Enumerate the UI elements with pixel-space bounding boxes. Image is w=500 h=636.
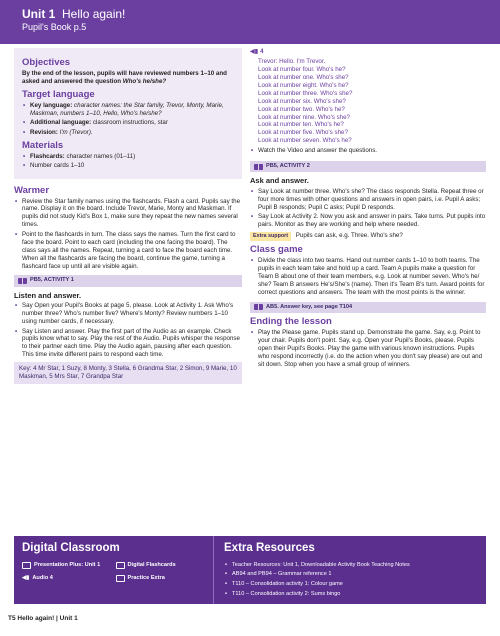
class-game-list (250, 257, 486, 297)
ending-heading: Ending the lesson (250, 315, 332, 327)
objectives-panel (14, 48, 242, 179)
item-text: Number cards 1–10 (30, 162, 85, 170)
digital-flashcards-icon (116, 562, 125, 569)
digital-classroom-grid (22, 562, 205, 582)
resources-footer (14, 536, 486, 604)
activity1-heading: Listen and answer. (14, 290, 82, 300)
presentation-plus-icon (22, 562, 31, 569)
transcript-line: Look at number four. Who's he? (258, 65, 346, 73)
answer-key-box: Key: 4 Mr Star, 1 Suzy, 8 Monty, 3 Stella, 6 Grandma Star, 2 Simon, 9 Marie, 10 Maskman, 5 Mrs Star, 7 Grandpa Star (14, 362, 242, 384)
list-item: • Play the Please game. Pupils stand up. Demonstrate the game. Say, e.g. Point to your chair. Pupils don't point. Say, e.g. Open your Pupil's Books, please. Pupils open their Pupil's Books. Play the game with various known instructions. Pupils who respond incorrectly (i.e. do the action when you don't say please) are out and sit down. Stop when you have a small group of winners. (250, 329, 486, 369)
class-game-heading: Class game (250, 244, 303, 256)
book-icon (254, 164, 263, 170)
list-item: • Teacher Resources: Unit 1, Downloadable Activity Book Teaching Notes (224, 562, 476, 569)
activity1-bar (14, 275, 242, 286)
list-item (22, 153, 234, 161)
list-item: • Divide the class into two teams. Hand out number cards 1–10 to both teams. The pupils in each team take and hold up a card. Team A pupils make a question for Team B about one of their team members, e.g. Look at number seven. Who's he/ she? Team B answers He's/She's (name). Then it's Team B's turn. Award points for correct questions and answers. The team with the most points is the winner. (250, 257, 486, 297)
objectives-question: Who's he/she? (122, 77, 167, 85)
warmer-list (14, 198, 242, 271)
activity1-list (14, 302, 242, 359)
item-text: character names (01–11) (66, 152, 136, 160)
video-note-list (250, 147, 486, 155)
item-text: character names: the Star family, Trevor, Monty, Marie, Maskman, numbers 1–10, Hello, Who's he/she? (30, 101, 224, 117)
list-item: • Say Open your Pupil's Books at page 5, please. Look at Activity 1. Ask Who's number three? Who's number five? Where's Monty? Review numbers 1–10 using number cards, if necessary. (14, 302, 242, 326)
audio-icon: ◀▮ (250, 48, 259, 55)
unit-label: Unit 1 (22, 7, 56, 21)
item-label: Revision: (30, 128, 58, 136)
list-item (22, 129, 234, 137)
transcript-line: Look at number one. Who's she? (258, 73, 349, 81)
activity1-bar-label: PB5, ACTIVITY 1 (30, 277, 74, 284)
page-header (0, 0, 500, 44)
list-item: • T110 – Consolidation activity 1: Colour game (224, 581, 476, 588)
header-subtitle: Pupil's Book p.5 (22, 22, 87, 32)
transcript-line: Look at number eight. Who's he? (258, 81, 349, 89)
transcript-line: Look at number two. Who's he? (258, 105, 345, 113)
activity2-bar (250, 161, 486, 172)
list-item: • AB94 and PB94 – Grammar reference 1 (224, 571, 476, 578)
digital-item-label: Audio 4 (32, 574, 53, 581)
activity-book-bar-label: AB5. Answer key, see page T104 (266, 303, 353, 310)
digital-item-label: Practice Extra (127, 574, 165, 581)
list-item (22, 102, 234, 118)
unit-title: Hello again! (62, 7, 126, 21)
book-icon (254, 304, 263, 310)
transcript-line: Look at number ten. Who's he? (258, 121, 344, 129)
transcript-line: Look at number seven. Who's he? (258, 137, 352, 145)
item-text: I'm (Trevor). (59, 128, 93, 136)
list-item (22, 162, 234, 170)
list-item: • Say Listen and answer. Play the first part of the Audio as an example. Check pupils know what to say. Play the rest of the Audio. Pupils whisper the response to their partner each time. Play the Audio again, pausing after each question. This time invite different pairs to respond each time. (14, 328, 242, 360)
right-column (250, 48, 486, 370)
digital-classroom-panel (14, 536, 214, 604)
item-text: classroom instructions, star (92, 119, 168, 127)
video-note: • Watch the Video and answer the questions. (250, 147, 486, 155)
audio-track-label (250, 48, 486, 56)
item-label: Flashcards: (30, 152, 65, 160)
materials-list (22, 153, 234, 170)
extra-resources-heading: Extra Resources (224, 542, 315, 554)
extra-support-text: Pupils can ask, e.g. Three. Who's she? (295, 232, 403, 240)
digital-item-presentation[interactable] (22, 562, 112, 569)
activity2-heading: Ask and answer. (250, 176, 309, 186)
page-footer: T5 Hello again! | Unit 1 (8, 615, 78, 622)
audio-transcript (250, 58, 486, 145)
materials-heading: Materials (22, 139, 64, 151)
digital-classroom-heading: Digital Classroom (22, 542, 120, 554)
list-item: • Say Look at Activity 2. Now you ask and answer in pairs. Take turns. Put pupils into pairs. Monitor as they are working and help where needed. (250, 213, 486, 229)
extra-resources-panel (214, 536, 486, 604)
list-item: • T110 – Consolidation activity 2: Sums bingo (224, 591, 476, 598)
objectives-text-main: By the end of the lesson, pupils will have reviewed numbers 1–10 and asked and answered the question (22, 70, 227, 85)
left-column (14, 48, 242, 384)
ending-list (250, 329, 486, 369)
activity-book-bar (250, 302, 486, 313)
list-item: • Review the Star family names using the flashcards. Flash a card. Pupils say the name. Display it on the board. Include Trevor, Marie, Monty and Maskman. If pupils did not study Kid's Box 1, make sure they repeat the new names several times. (14, 198, 242, 230)
item-label: Additional language: (30, 119, 92, 127)
objectives-heading: Objectives (22, 57, 71, 68)
transcript-line: Look at number nine. Who's she? (258, 113, 350, 121)
header-title (22, 7, 500, 21)
transcript-line: Look at number three. Who's she? (258, 89, 353, 97)
digital-item-label: Presentation Plus: Unit 1 (34, 561, 101, 568)
book-icon (18, 278, 27, 284)
activity2-list (250, 188, 486, 229)
target-language-list (22, 102, 234, 137)
audio-track-number: 4 (260, 48, 264, 55)
extra-resources-list (224, 562, 476, 598)
digital-item-flashcards[interactable] (116, 562, 206, 569)
transcript-line: Look at number six. Who's she? (258, 97, 346, 105)
extra-support-tip (250, 232, 486, 241)
digital-item-practice[interactable] (116, 575, 206, 582)
digital-item-audio[interactable] (22, 575, 112, 582)
activity2-bar-label: PB5, ACTIVITY 2 (266, 163, 310, 170)
extra-support-badge: Extra support (250, 232, 291, 241)
list-item (22, 119, 234, 127)
list-item: • Say Look at number three. Who's she? The class responds Stella. Repeat three or four more times with other questions and answers in open pairs, i.e. Pupil A asks; Pupil B responds; Pupil C asks; Pupil D responds. (250, 188, 486, 212)
list-item: • Point to the flashcards in turn. The class says the names. Turn the first card to face the board. Point to each card (including the one facing the board). The class says all the names. Repeat, turning a card to face the board each time. When all the flashcards are facing the board, continue the game, turning a flashcard face up until all are visible again. (14, 231, 242, 271)
transcript-line: Trevor: Hello. I'm Trevor. (258, 57, 326, 65)
digital-item-label: Digital Flashcards (127, 561, 176, 568)
transcript-line: Look at number five. Who's she? (258, 129, 348, 137)
target-language-heading: Target language (22, 88, 95, 100)
objectives-text (22, 70, 234, 86)
warmer-heading: Warmer (14, 184, 50, 196)
item-label: Key language: (30, 101, 73, 109)
audio-icon: ◀▮ (22, 574, 30, 581)
practice-extra-icon (116, 575, 125, 582)
